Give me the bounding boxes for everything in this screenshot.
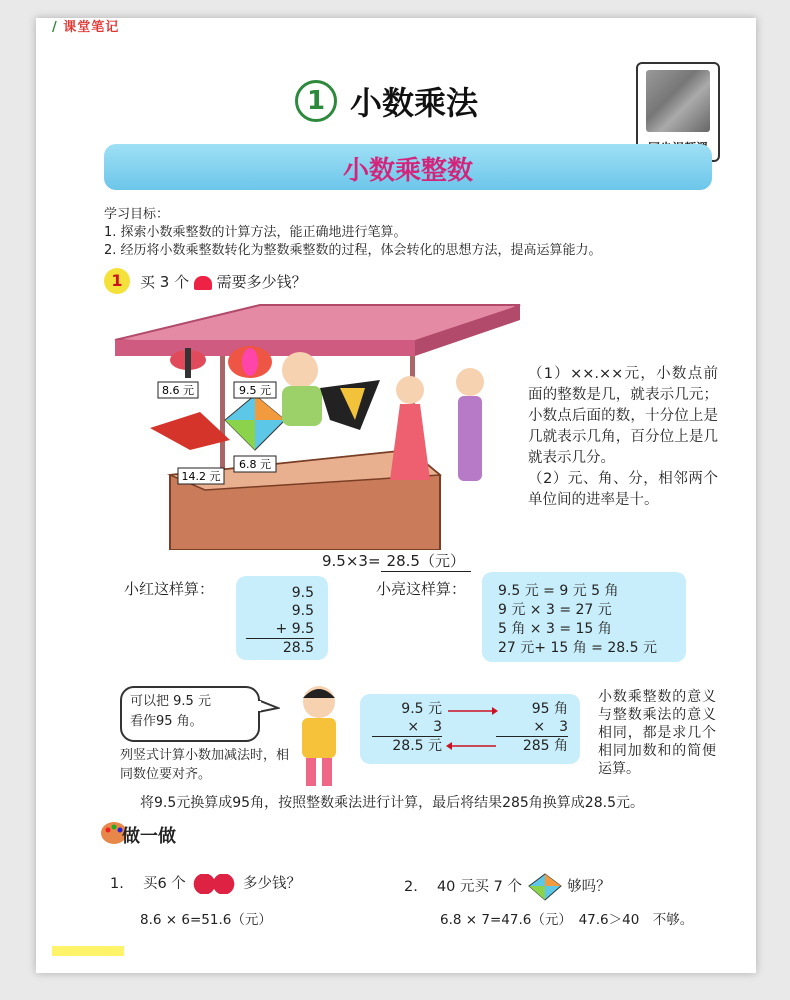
lesson-number-badge: 1 (295, 80, 337, 122)
shopkeeper (282, 352, 322, 426)
kite-stall-illustration (110, 300, 530, 550)
girl-red-dress (390, 376, 430, 480)
summary-text: 将9.5元换算成95角，按照整数乘法进行计算，最后将结果285角换算成28.5元。 (140, 795, 644, 811)
highlight-mark (52, 946, 124, 956)
example-number-badge: 1 (104, 268, 130, 294)
dragonfly-kite-icon (190, 874, 238, 894)
formula-line: 9.5×3= 28.5（元） (322, 550, 471, 572)
price-tag-2 (234, 382, 276, 398)
butterfly-kite-icon (194, 276, 212, 290)
xiaoliang-label: 小亮这样算： (376, 580, 467, 598)
qr-code-image (646, 70, 710, 132)
price-tag-1 (158, 382, 198, 398)
practice-q1: 1. 买6 个 多少钱？ (110, 876, 302, 892)
explanation-text (528, 364, 718, 511)
xiaoliang-calc: 9.5 元 = 9 元 5 角 9 元 × 3 = 27 元 5 角 × 3 = 15 角 27 元+ 15 角 = 28.5 元 (498, 583, 657, 656)
practice-a2: 6.8 × 7=47.6（元） 47.6＞40 不够。 (440, 912, 694, 928)
svg-text:9.5 元: 9.5 元 (239, 384, 271, 397)
bubble-tail (258, 696, 280, 716)
speech-bubble: 可以把 9.5 元 看作95 角。 (120, 686, 260, 742)
example-question: 买 3 个 需要多少钱？ (140, 273, 307, 291)
butterfly-kite (228, 346, 272, 378)
svg-text:8.6 元: 8.6 元 (162, 384, 194, 397)
conversion-right: 95 角 × 3 285 角 (496, 700, 568, 755)
bird-kite (320, 380, 380, 430)
eagle-kite (150, 412, 230, 450)
goal-item: 2. 经历将小数乘整数转化为整数乘整数的过程，体会转化的思想方法，提高运算能力。 (104, 243, 602, 258)
girl-purple-overalls (456, 368, 484, 481)
conversion-left: 9.5 元 × 3 28.5 元 (372, 700, 442, 755)
price-tag-3 (234, 456, 276, 472)
girl-thinking-illustration (284, 680, 354, 790)
explanation-1: （1）××.××元，小数点前面的整数是几，就表示几元；小数点后面的数，十分位上是几就表示几角，百分位上是几就表示几分。 (528, 366, 718, 466)
practice-heading: 做一做 (122, 826, 176, 847)
svg-text:14.2 元: 14.2 元 (181, 470, 221, 483)
practice-a1: 8.6 × 6=51.6（元） (140, 912, 272, 928)
learning-goals (104, 206, 602, 260)
formula-answer: 28.5（元） (381, 550, 471, 572)
diamond-kite (225, 395, 285, 450)
price-tag-4 (178, 468, 224, 484)
svg-text:6.8 元: 6.8 元 (239, 458, 271, 471)
goal-item: 1. 探索小数乘整数的计算方法，能正确地进行笔算。 (104, 225, 407, 240)
conversion-arrows (446, 704, 498, 754)
goals-heading: 学习目标： (104, 207, 170, 222)
xiaohong-label: 小红这样算： (124, 580, 215, 598)
header-logo: / 课堂笔记 (52, 20, 120, 35)
note-alignment: 列竖式计算小数加减法时，相同数位要对齐。 (120, 748, 290, 782)
section-title: 小数乘整数 (342, 156, 473, 186)
diamond-kite-icon (527, 872, 563, 902)
xiaohong-calc: 9.5 9.5 + 9.5 28.5 (246, 584, 314, 657)
page-title: 小数乘法 (350, 84, 479, 122)
practice-q2: 2. 40 元买 7 个 够吗？ (404, 872, 611, 902)
note-meaning: 小数乘整数的意义与整数乘法的意义相同，都是求几个相同加数和的简便运算。 (598, 689, 716, 777)
explanation-2: （2）元、角、分，相邻两个单位间的进率是十。 (528, 471, 718, 508)
